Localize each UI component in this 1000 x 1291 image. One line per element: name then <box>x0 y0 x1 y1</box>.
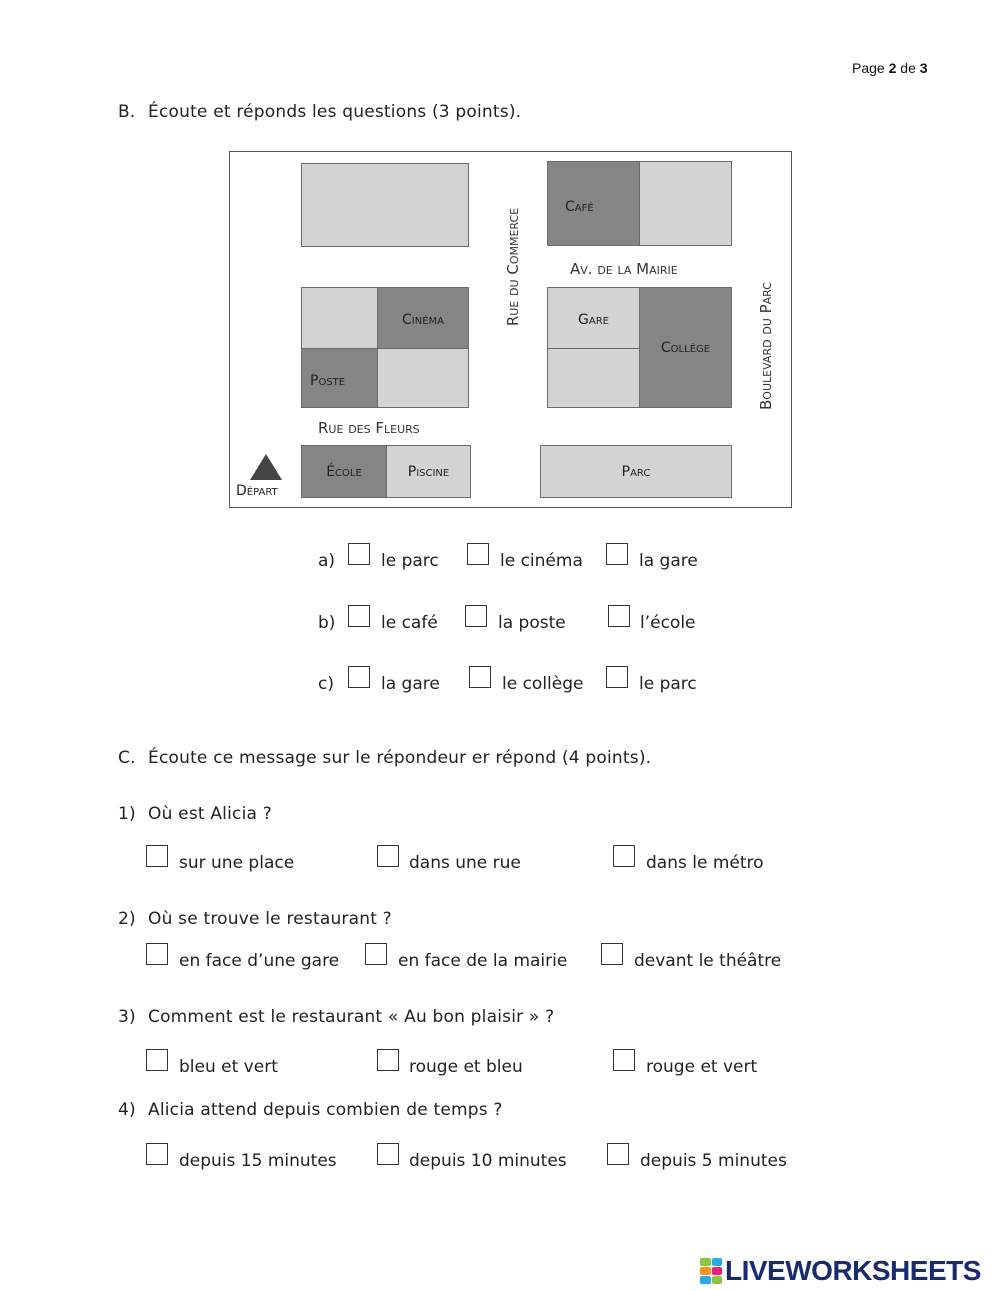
map-block-mid-left-4 <box>377 348 469 408</box>
option-q2-2: en face de la mairie <box>398 951 568 971</box>
option-q3-2: rouge et bleu <box>409 1057 523 1077</box>
question-4 <box>118 1100 503 1120</box>
map-block-ecole <box>301 445 387 498</box>
liveworksheets-logo[interactable] <box>700 1256 981 1286</box>
map-label-gare: Gare <box>578 312 609 328</box>
question-b-b-label: b) <box>318 613 336 633</box>
question-b-a-label: a) <box>318 551 336 571</box>
checkbox-q2-3[interactable] <box>601 943 623 965</box>
map-label-depart: Départ <box>236 483 278 499</box>
checkbox-b-3[interactable] <box>608 605 630 627</box>
question-1 <box>118 804 272 824</box>
option-q1-1: sur une place <box>179 853 295 873</box>
checkbox-q4-1[interactable] <box>146 1143 168 1165</box>
map-block-cinema <box>377 287 469 349</box>
option-b-2: la poste <box>498 613 566 633</box>
option-b-3: l’école <box>640 613 696 633</box>
map-label-piscine: Piscine <box>407 464 450 480</box>
map-block-gare <box>547 287 640 349</box>
checkbox-q1-2[interactable] <box>377 845 399 867</box>
option-q1-2: dans une rue <box>409 853 521 873</box>
map-label-cinema: Cinéma <box>402 312 444 328</box>
question-4-text: Alicia attend depuis combien de temps ? <box>148 1100 503 1120</box>
checkbox-q2-1[interactable] <box>146 943 168 965</box>
page-total: 3 <box>919 60 928 76</box>
section-b-letter: B. <box>118 102 136 122</box>
option-c-2: le collège <box>502 674 584 694</box>
map-block-mid-left-1 <box>301 287 378 349</box>
checkbox-c-3[interactable] <box>606 666 628 688</box>
page-number <box>852 60 928 76</box>
question-2 <box>118 909 392 929</box>
map-label-parc: Parc <box>621 464 651 480</box>
map-block-mid-right-3 <box>547 348 640 408</box>
option-c-1: la gare <box>381 674 440 694</box>
option-c-3: le parc <box>639 674 697 694</box>
option-a-3: la gare <box>639 551 698 571</box>
question-3-text: Comment est le restaurant « Au bon plaisir » ? <box>148 1007 555 1027</box>
section-b-title: Écoute et réponds les questions (3 points). <box>148 102 522 122</box>
map-block-college <box>639 287 732 408</box>
checkbox-q4-3[interactable] <box>607 1143 629 1165</box>
checkbox-c-2[interactable] <box>469 666 491 688</box>
map-label-cafe: Café <box>565 199 594 215</box>
page-middle: de <box>900 60 916 76</box>
option-q4-3: depuis 5 minutes <box>640 1151 787 1171</box>
start-triangle-icon <box>250 454 282 480</box>
checkbox-b-2[interactable] <box>465 605 487 627</box>
street-rue-du-commerce: Rue du Commerce <box>504 207 522 327</box>
map-block-top-right <box>639 161 732 246</box>
question-1-text: Où est Alicia ? <box>148 804 272 824</box>
question-b-c-label: c) <box>318 674 334 694</box>
option-q3-1: bleu et vert <box>179 1057 278 1077</box>
map-block-cafe <box>547 161 640 246</box>
map-block-piscine <box>386 445 471 498</box>
page-prefix: Page <box>852 60 885 76</box>
option-a-1: le parc <box>381 551 439 571</box>
checkbox-q3-2[interactable] <box>377 1049 399 1071</box>
section-c-title: Écoute ce message sur le répondeur er répond (4 points). <box>148 748 652 768</box>
question-4-number: 4) <box>118 1100 136 1120</box>
liveworksheets-logo-text: LIVEWORKSHEETS <box>725 1255 981 1286</box>
checkbox-a-3[interactable] <box>606 543 628 565</box>
question-1-number: 1) <box>118 804 136 824</box>
option-b-1: le café <box>381 613 438 633</box>
question-2-text: Où se trouve le restaurant ? <box>148 909 392 929</box>
checkbox-a-2[interactable] <box>467 543 489 565</box>
checkbox-a-1[interactable] <box>348 543 370 565</box>
street-rue-des-fleurs: Rue des Fleurs <box>318 419 420 437</box>
map-block-parc <box>540 445 732 498</box>
street-av-de-la-mairie: Av. de la Mairie <box>570 260 678 278</box>
map-block-poste <box>301 348 378 408</box>
town-map <box>229 151 792 508</box>
option-a-2: le cinéma <box>500 551 583 571</box>
page-current: 2 <box>888 60 897 76</box>
option-q2-3: devant le théâtre <box>634 951 782 971</box>
checkbox-q3-1[interactable] <box>146 1049 168 1071</box>
checkbox-b-1[interactable] <box>348 605 370 627</box>
map-label-poste: Poste <box>310 373 346 389</box>
section-c-heading <box>118 748 651 768</box>
option-q2-1: en face d’une gare <box>179 951 340 971</box>
street-boulevard-du-parc: Boulevard du Parc <box>757 282 775 410</box>
checkbox-q4-2[interactable] <box>377 1143 399 1165</box>
checkbox-q2-2[interactable] <box>365 943 387 965</box>
map-block-top-left <box>301 163 469 247</box>
section-b-heading <box>118 102 521 122</box>
option-q4-1: depuis 15 minutes <box>179 1151 337 1171</box>
option-q1-3: dans le métro <box>646 853 764 873</box>
question-3-number: 3) <box>118 1007 136 1027</box>
question-2-number: 2) <box>118 909 136 929</box>
map-label-college: Collège <box>660 340 711 356</box>
checkbox-q3-3[interactable] <box>613 1049 635 1071</box>
option-q3-3: rouge et vert <box>646 1057 758 1077</box>
liveworksheets-logo-icon <box>700 1258 722 1284</box>
question-3 <box>118 1007 554 1027</box>
checkbox-q1-1[interactable] <box>146 845 168 867</box>
map-label-ecole: École <box>326 464 362 480</box>
checkbox-c-1[interactable] <box>348 666 370 688</box>
checkbox-q1-3[interactable] <box>613 845 635 867</box>
section-c-letter: C. <box>118 748 136 768</box>
option-q4-2: depuis 10 minutes <box>409 1151 567 1171</box>
